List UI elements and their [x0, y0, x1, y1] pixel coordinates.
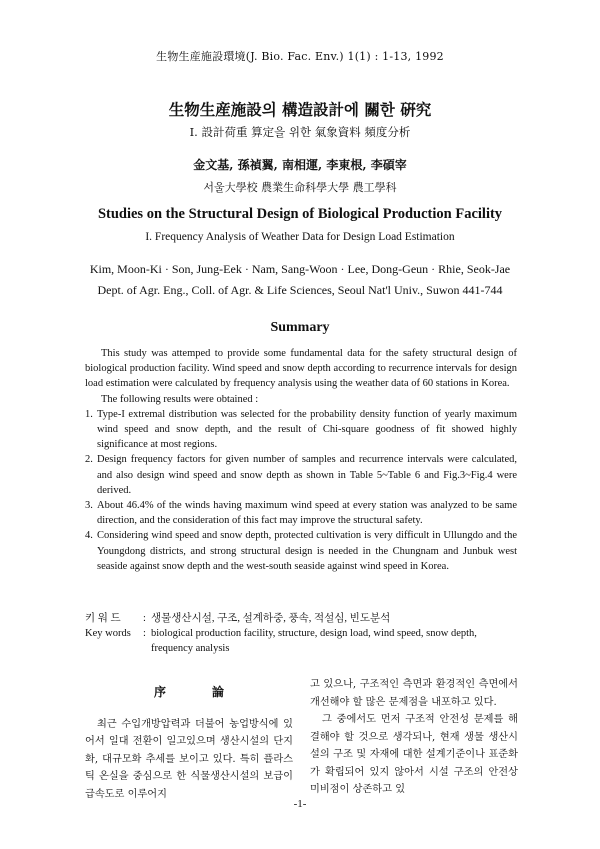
authors-korean: 金文基, 孫禎翼, 南相運, 李東根, 李碩宰 [193, 158, 407, 172]
keywords-korean [85, 611, 517, 626]
title-korean: 生物生産施設의 構造設計에 關한 硏究 [168, 100, 432, 119]
authors-english: Kim, Moon-Ki · Son, Jung-Eek · Nam, Sang-Woon · Lee, Dong-Geun · Rhie, Seok-Jae [89, 262, 511, 276]
summary-result-item [85, 528, 517, 574]
item-text: Type-I extremal distribution was selected for the probability density function of yearly maximum wind speed and snow depth, and the result of Chi-square goodness of fit showed highly significance at most regions. [97, 408, 517, 451]
section-heading-introduction: 序論 [153, 685, 270, 699]
keywords-block [85, 611, 517, 656]
body-paragraph: 최근 수입개방압력과 더불어 농업방식에 있어서 일대 전환이 일고있으며 생산시설의 단지화, 대규모화 추세를 보이고 있다. 특히 플라스틱 온실을 중심으로 한 식물생산시설의 보급이 급속도로 이루어지 [85, 718, 293, 800]
summary-body [85, 346, 517, 574]
item-number: 3. [85, 500, 93, 512]
keywords-separator: : [143, 628, 146, 639]
keywords-english-label: Key words [85, 628, 131, 639]
summary-result-item [85, 452, 517, 498]
item-number: 4. [85, 530, 93, 542]
subtitle-english: I. Frequency Analysis of Weather Data for Design Load Estimation [145, 231, 455, 243]
keywords-korean-text: 생물생산시설, 구조, 설계하중, 풍속, 적설심, 빈도분석 [151, 613, 391, 624]
summary-results-list [85, 407, 517, 574]
body-left-column [85, 676, 293, 803]
summary-result-item [85, 407, 517, 453]
affiliation-english: Dept. of Agr. Eng., Coll. of Agr. & Life Sciences, Seoul Nat'l Univ., Suwon 441-744 [97, 283, 503, 297]
page-number: -1- [293, 798, 307, 810]
affiliation-korean: 서울大學校 農業生命科學大學 農工學科 [203, 181, 397, 194]
item-text: Design frequency factors for given number of samples and recurrence intervals were calculated, and also design wind speed and snow depth as shown in Table 5~Table 6 and Fig.3~Fig.4 were derived. [97, 454, 517, 496]
item-text: About 46.4% of the winds having maximum wind speed at every station was analyzed to be same direction, and the consideration of this fact may improve the structural safety. [97, 500, 517, 527]
body-right-column [310, 676, 518, 799]
title-english: Studies on the Structural Design of Biological Production Facility [97, 206, 503, 222]
summary-heading: Summary [270, 320, 330, 335]
keywords-separator: : [143, 613, 146, 624]
summary-intro: This study was attemped to provide some fundamental data for the safety structural design of biological production facility. Wind speed and snow depth according to recurrence intervals for design load estimation were calculated by frequency analysis using the weather data of 60 stations in Korea. [85, 348, 517, 390]
body-paragraph: 고 있으나, 구조적인 측면과 환경적인 측면에서 개선해야 할 많은 문제점을 내포하고 있다. [310, 679, 518, 708]
body-paragraph: 그 중에서도 먼저 구조적 안전성 문제를 해결해야 할 것으로 생각되나, 현재 생물 생산시설의 구조 및 자재에 대한 설계기준이나 표준화가 확립되어 있지 않아서 시설 구조의 안전상 미비점이 상존하고 있 [310, 714, 518, 795]
summary-result-item [85, 498, 517, 528]
item-number: 2. [85, 454, 93, 466]
journal-header: 生物生産施設環境(J. Bio. Fac. Env.) 1(1) : 1-13, 1992 [156, 50, 444, 63]
item-text: Considering wind speed and snow depth, protected cultivation is very difficult in Ullungdo and the Youngdong districts, and strong structural design is needed in the Chungnam and Junbuk west seaside against snow depth and the west-south seaside against wind speed in Korea. [97, 530, 517, 572]
item-number: 1. [85, 408, 93, 420]
keywords-korean-label: 키 워 드 [85, 613, 121, 624]
summary-lead: The following results were obtained : [101, 393, 259, 405]
keywords-english-text: biological production facility, structure, design load, wind speed, snow depth, frequency analysis [151, 628, 477, 654]
subtitle-korean: I. 設計荷重 算定을 위한 氣象資料 頻度分析 [189, 125, 411, 139]
keywords-english [85, 626, 517, 656]
